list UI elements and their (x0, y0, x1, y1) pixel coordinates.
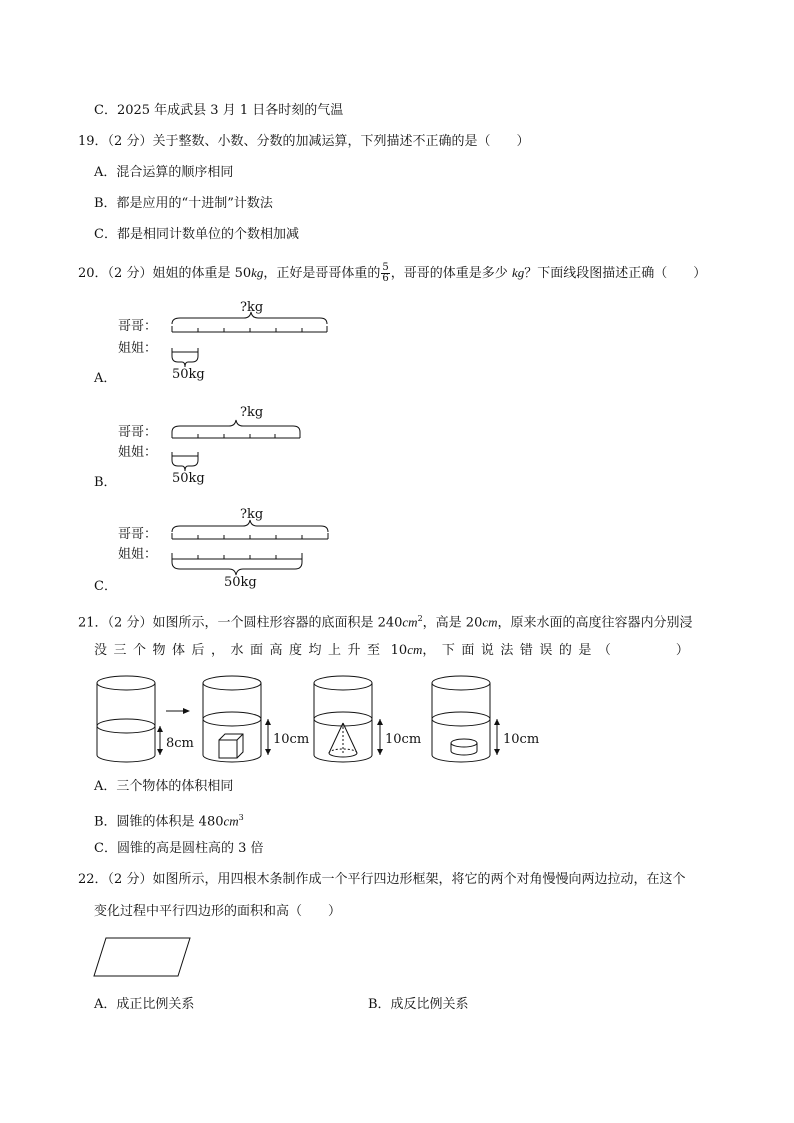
q21-height-2: 10cm (273, 732, 310, 747)
q20b-sister-label: 姐姐： (118, 445, 158, 460)
q20b-top-label: ?kg (240, 405, 264, 420)
unit-kg: kg (251, 265, 264, 280)
q18-option-c[interactable]: C．2025 年成武县 3 月 1 日各时刻的气温 (94, 103, 344, 118)
q22-stem-line1: 22．（2 分）如图所示，用四根木条制作成一个平行四边形框架，将它的两个对角慢慢向两边拉动，在这个 (78, 872, 686, 887)
q20a-sister-label: 姐姐： (118, 341, 158, 356)
q19-option-c[interactable]: C．都是相同计数单位的个数相加减 (94, 227, 299, 242)
q21-height-3: 10cm (385, 732, 422, 747)
q21-height-1: 8cm (166, 736, 194, 751)
q19-option-a[interactable]: A．混合运算的顺序相同 (94, 165, 234, 180)
q20-stem: 20．（2 分）姐姐的体重是 50kg，正好是哥哥体重的 $\frac{5}{6}$ ，哥哥的体重是多少 kg？下面线段图描述正确（ ） (78, 262, 707, 284)
q21-height-4: 10cm (503, 732, 540, 747)
q21-option-a[interactable]: A．三个物体的体积相同 (94, 779, 234, 794)
q19-option-b[interactable]: B．都是应用的“十进制”计数法 (94, 196, 273, 211)
q20c-bottom-label: 50kg (224, 575, 257, 590)
q20a-top-label: ?kg (240, 300, 264, 315)
q22-option-b[interactable]: B．成反比例关系 (368, 997, 469, 1012)
q21-option-c[interactable]: C．圆锥的高是圆柱高的 3 倍 (94, 841, 264, 856)
q20c-brother-label: 哥哥： (118, 527, 158, 542)
q20c-sister-label: 姐姐： (118, 547, 158, 562)
q20b-bottom-label: 50kg (172, 471, 205, 486)
q20a-brother-label: 哥哥： (118, 319, 158, 334)
q22-stem-line2: 变化过程中平行四边形的面积和高（ ） (94, 904, 342, 919)
q20-option-b[interactable]: B． (94, 475, 117, 490)
q20-option-c[interactable]: C． (94, 579, 117, 594)
q20-option-a[interactable]: A． (94, 371, 117, 386)
q21-stem-line2: 没三个物体后，水面高度均上升至 10cm，下面说法错误的是（ ） (94, 642, 696, 658)
q20a-bottom-label: 50kg (172, 367, 205, 382)
q21-option-b[interactable]: B．圆锥的体积是 $480cm^3$ (94, 813, 244, 830)
q20c-top-label: ?kg (240, 507, 264, 522)
q19-stem: 19．（2 分）关于整数、小数、分数的加减运算，下列描述不正确的是（ ） (78, 134, 530, 149)
fraction-five-sixths: $\frac{5}{6}$ (382, 262, 389, 284)
q21-stem-line1: 21．（2 分）如图所示，一个圆柱形容器的底面积是 $240cm^2$，高是 20cm，原来水面的高度往容器内分别浸 (78, 614, 693, 631)
q22-option-a[interactable]: A．成正比例关系 (94, 997, 195, 1012)
q20b-brother-label: 哥哥： (118, 425, 158, 440)
